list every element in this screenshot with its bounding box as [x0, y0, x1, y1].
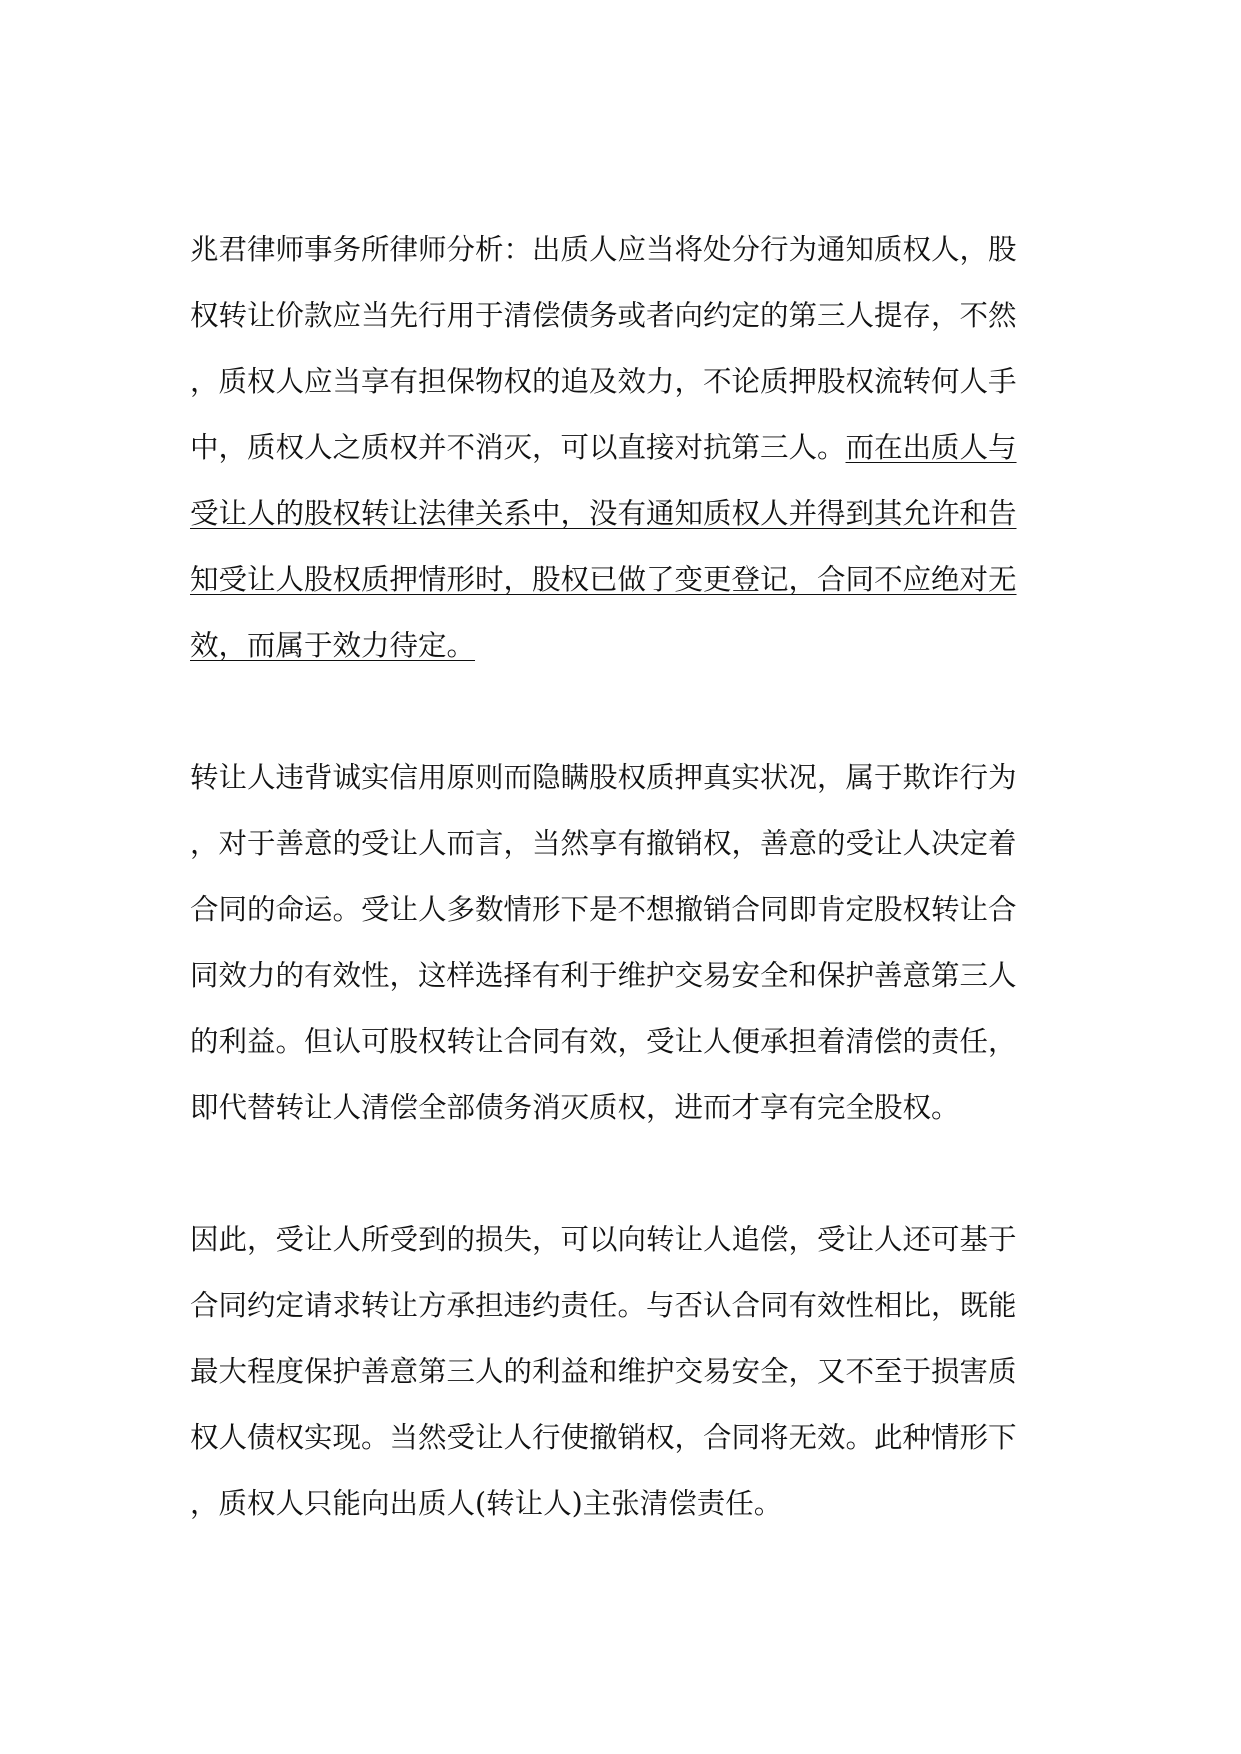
paragraph-2-line-2: [190, 818, 1040, 870]
paragraph-1-line-1: [190, 224, 1040, 276]
text-segment: 兆君律师事务所律师分析：出质人应当将处分行为通知质权人，股: [190, 233, 1017, 266]
paragraph-2-line-4: [190, 950, 1040, 1002]
text-segment: 合同的命运。受让人多数情形下是不想撤销合同即肯定股权转让合: [190, 893, 1017, 926]
text-segment: ，对于善意的受让人而言，当然享有撤销权，善意的受让人决定着: [190, 827, 1017, 860]
text-segment: 权转让价款应当先行用于清偿债务或者向约定的第三人提存，不然: [190, 299, 1017, 332]
text-segment: 中，质权人之质权并不消灭，可以直接对抗第三人。: [190, 431, 846, 464]
paragraph-3-line-1: [190, 1214, 1040, 1266]
paragraph-1-line-5: [190, 488, 1040, 540]
paragraph-2-line-3: [190, 884, 1040, 936]
text-segment: ，质权人只能向出质人(转让人)主张清偿责任。: [190, 1487, 783, 1520]
text-segment: 同效力的有效性，这样选择有利于维护交易安全和保护善意第三人: [190, 959, 1017, 992]
paragraph-1-line-6: [190, 554, 1040, 606]
text-segment: 即代替转让人清偿全部债务消灭质权，进而才享有完全股权。: [190, 1091, 960, 1124]
text-segment: 的利益。但认可股权转让合同有效，受让人便承担着清偿的责任，: [190, 1025, 1017, 1058]
paragraph-2-line-1: [190, 752, 1040, 804]
paragraph-2-line-6: [190, 1082, 1040, 1134]
paragraph-3-line-3: [190, 1346, 1040, 1398]
paragraph-1-line-3: [190, 356, 1040, 408]
text-segment: 权人债权实现。当然受让人行使撤销权，合同将无效。此种情形下: [190, 1421, 1017, 1454]
text-segment: 转让人违背诚实信用原则而隐瞒股权质押真实状况，属于欺诈行为: [190, 761, 1017, 794]
underlined-text-segment: 而在出质人与: [845, 431, 1017, 464]
underlined-text-segment: 受让人的股权转让法律关系中，没有通知质权人并得到其允许和告: [190, 497, 1017, 530]
text-segment: ，质权人应当享有担保物权的追及效力，不论质押股权流转何人手: [190, 365, 1017, 398]
paragraph-1-line-7: [190, 620, 1040, 672]
paragraph-1-line-2: [190, 290, 1040, 342]
paragraph-1-line-4: [190, 422, 1040, 474]
paragraph-3-line-4: [190, 1412, 1040, 1464]
paragraph-2-line-5: [190, 1016, 1040, 1068]
underlined-text-segment: 知受让人股权质押情形时，股权已做了变更登记，合同不应绝对无: [190, 563, 1017, 596]
underlined-text-segment: 效，而属于效力待定。: [190, 629, 476, 662]
text-segment: 最大程度保护善意第三人的利益和维护交易安全，又不至于损害质: [190, 1355, 1017, 1388]
paragraph-3-line-2: [190, 1280, 1040, 1332]
text-segment: 因此，受让人所受到的损失，可以向转让人追偿，受让人还可基于: [190, 1223, 1017, 1256]
text-segment: 合同约定请求转让方承担违约责任。与否认合同有效性相比，既能: [190, 1289, 1017, 1322]
paragraph-3-line-5: [190, 1478, 1040, 1530]
